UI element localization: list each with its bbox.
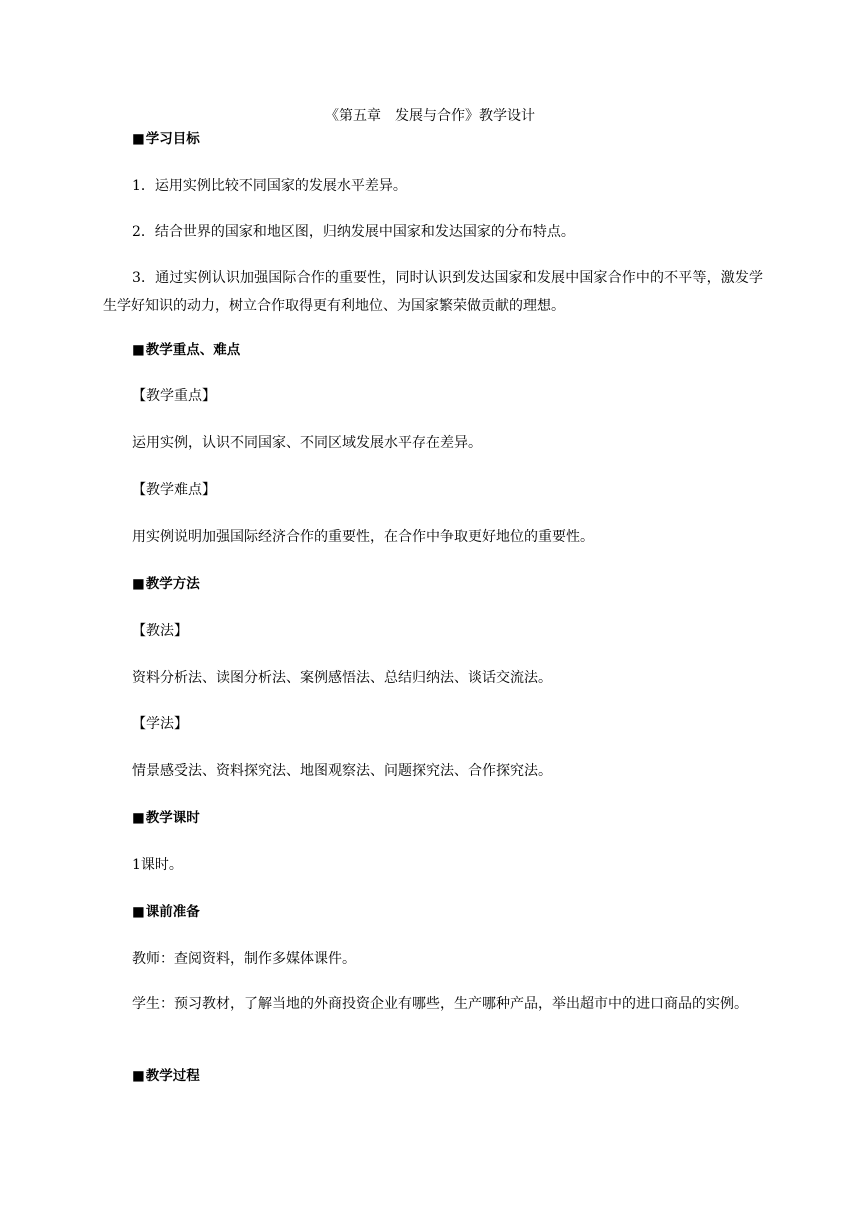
section-heading-key-points [132,340,240,360]
learning-method-text: 情景感受法、资料探究法、地图观察法、问题探究法、合作探究法。 [132,763,552,779]
heading-marker: ■ [132,1068,145,1084]
difficulty-text: 用实例说明加强国际经济合作的重要性，在合作中争取更好地位的重要性。 [132,529,594,545]
heading-marker: ■ [132,904,145,920]
objective-item-1: 1．运用实例比较不同国家的发展水平差异。 [132,178,407,194]
teaching-method-label: 【教法】 [132,623,188,639]
hours-text: 1课时。 [132,857,183,873]
section-heading-methods [132,574,200,594]
student-preparation: 学生：预习教材，了解当地的外商投资企业有哪些，生产哪种产品，举出超市中的进口商品的实例。 [132,996,748,1012]
heading-text: 教学课时 [145,810,200,826]
heading-text: 教学重点、难点 [145,342,241,358]
heading-text: 学习目标 [145,131,200,147]
heading-text: 课前准备 [145,904,200,920]
heading-marker: ■ [132,576,145,592]
section-heading-hours [132,808,200,828]
heading-text: 教学方法 [145,576,200,592]
focus-text: 运用实例，认识不同国家、不同区域发展水平存在差异。 [132,435,482,451]
section-heading-process [132,1066,200,1086]
objective-item-2: 2．结合世界的国家和地区图，归纳发展中国家和发达国家的分布特点。 [132,224,575,240]
heading-marker: ■ [132,131,145,147]
teacher-preparation: 教师：查阅资料，制作多媒体课件。 [132,951,356,967]
document-title: 《第五章 发展与合作》教学设计 [325,108,535,124]
teaching-method-text: 资料分析法、读图分析法、案例感悟法、总结归纳法、谈话交流法。 [132,670,552,686]
learning-method-label: 【学法】 [132,716,188,732]
focus-label: 【教学重点】 [132,388,216,404]
heading-marker: ■ [132,342,145,358]
objective-item-3: 3．通过实例认识加强国际合作的重要性，同时认识到发达国家和发展中国家合作中的不平等，激发学生学好知识的动力，树立合作取得更有利地位、为国家繁荣做贡献的理想。 [103,270,763,314]
section-heading-objectives [132,129,200,149]
difficulty-label: 【教学难点】 [132,482,216,498]
heading-marker: ■ [132,810,145,826]
heading-text: 教学过程 [145,1068,200,1084]
section-heading-preparation [132,902,200,922]
